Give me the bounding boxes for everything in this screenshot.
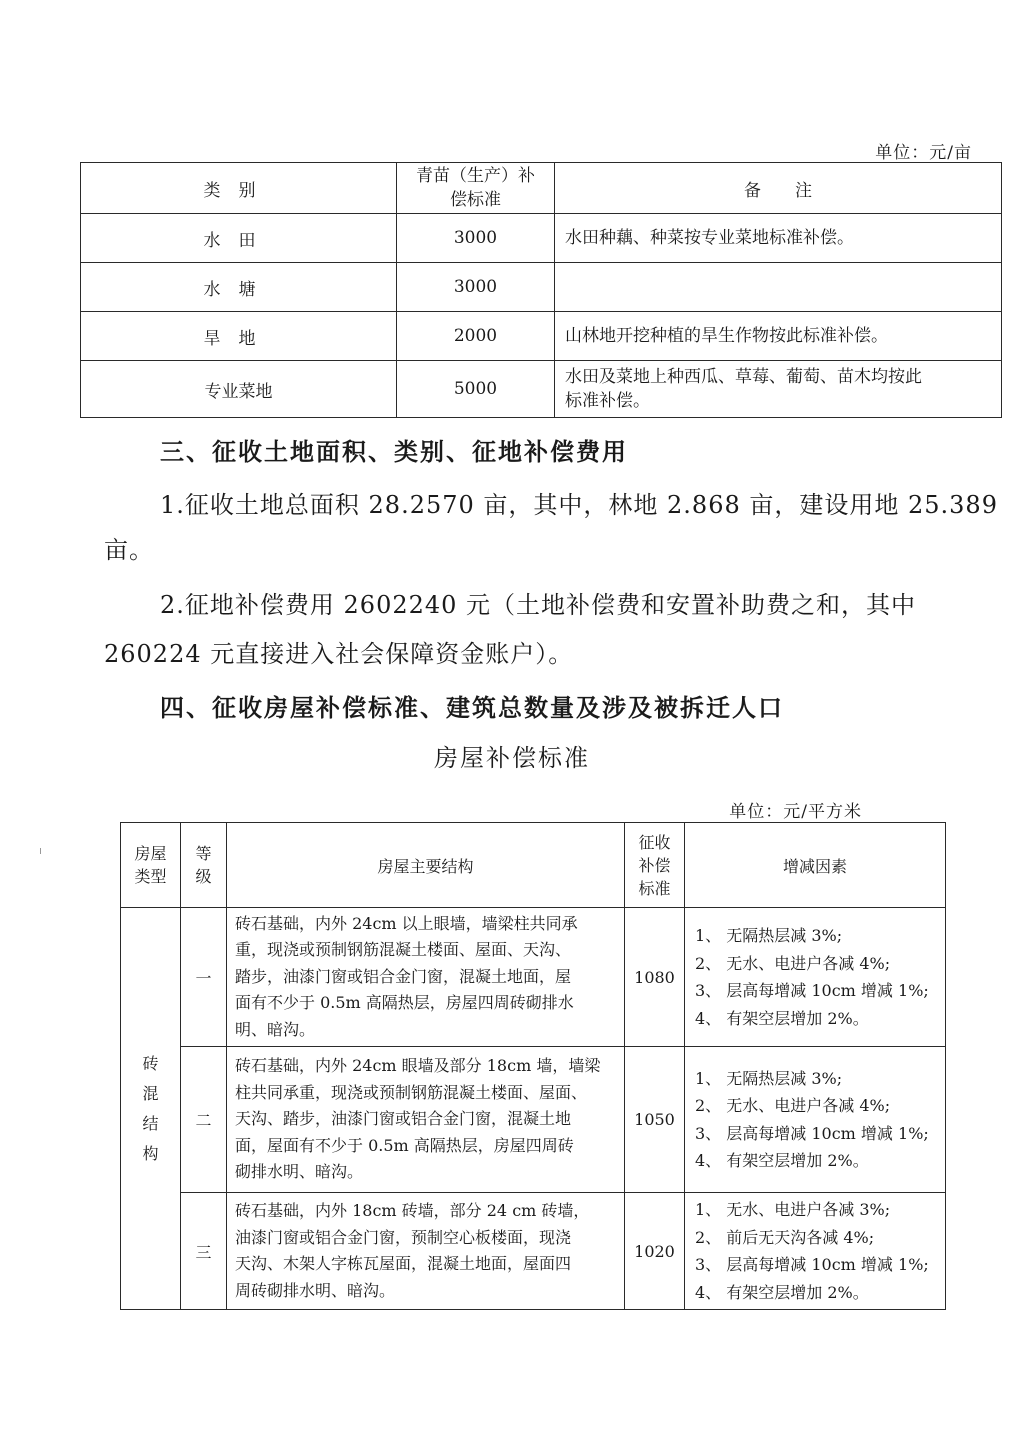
table-row (81, 312, 1002, 361)
row-standard: 3000 (397, 214, 555, 263)
table-row (81, 361, 1002, 418)
row-standard: 2000 (397, 312, 555, 361)
header-category: 类别 (81, 163, 397, 214)
section3-heading: 三、征收土地面积、类别、征地补偿费用 (160, 437, 628, 466)
structure-cell: 砖石基础，内外 24cm 眼墙及部分 18cm 墙，墙梁 柱共同承重，现浇或预制钢筋混凝土楼面、屋面、 天沟、踏步，油漆门窗或铝合金门窗，混凝土地 面，屋面有不少于 0.5m 高隔热层，房屋四周砖 砌排水明、暗沟。 (227, 1047, 625, 1193)
standard-cell: 1080 (625, 908, 685, 1047)
table-row (121, 908, 946, 1047)
header-structure: 房屋主要结构 (227, 823, 625, 908)
table-row (81, 214, 1002, 263)
row-category: 旱地 (81, 312, 397, 361)
factors-cell: 1、 无隔热层减 3%; 2、 无水、电进户各减 4%; 3、 层高每增减 10cm 增减 1%; 4、 有架空层增加 2%。 (685, 908, 946, 1047)
grade-cell: 三 (181, 1193, 227, 1310)
paragraph-2-line2: 260224 元直接进入社会保障资金账户）。 (104, 640, 574, 668)
factors-cell: 1、 无隔热层减 3%; 2、 无水、电进户各减 4%; 3、 层高每增减 10cm 增减 1%; 4、 有架空层增加 2%。 (685, 1047, 946, 1193)
header-factors: 增减因素 (685, 823, 946, 908)
paragraph-2-line1: 2.征地补偿费用 2602240 元（土地补偿费和安置补助费之和，其中 (160, 591, 917, 619)
header-standard: 青苗（生产）补 偿标准 (397, 163, 555, 214)
house-compensation-table (120, 822, 946, 1310)
margin-mark (40, 848, 41, 854)
house-type-cell: 砖 混 结 构 (121, 908, 181, 1310)
table-row (121, 1047, 946, 1193)
grade-cell: 二 (181, 1047, 227, 1193)
row-note: 水田种藕、种菜按专业菜地标准补偿。 (555, 214, 1002, 263)
row-note (555, 263, 1002, 312)
table2-title: 房屋补偿标准 (434, 744, 590, 772)
row-note: 山林地开挖种植的旱生作物按此标准补偿。 (555, 312, 1002, 361)
seedling-compensation-table (80, 162, 1002, 418)
table-header-row (81, 163, 1002, 214)
standard-cell: 1020 (625, 1193, 685, 1310)
section4-heading: 四、征收房屋补偿标准、建筑总数量及涉及被拆迁人口 (160, 693, 784, 722)
row-standard: 3000 (397, 263, 555, 312)
table-row (121, 1193, 946, 1310)
grade-cell: 一 (181, 908, 227, 1047)
header-house-type: 房屋 类型 (121, 823, 181, 908)
table2-unit: 单位：元/平方米 (729, 802, 862, 822)
row-standard: 5000 (397, 361, 555, 418)
header-standard: 征收 补偿 标准 (625, 823, 685, 908)
header-grade: 等 级 (181, 823, 227, 908)
row-category: 水塘 (81, 263, 397, 312)
table-row (81, 263, 1002, 312)
table1-unit: 单位：元/亩 (875, 143, 972, 163)
row-note: 水田及菜地上种西瓜、草莓、葡萄、苗木均按此 标准补偿。 (555, 361, 1002, 418)
standard-cell: 1050 (625, 1047, 685, 1193)
table-header-row (121, 823, 946, 908)
structure-cell: 砖石基础，内外 18cm 砖墙，部分 24 cm 砖墙， 油漆门窗或铝合金门窗，预制空心板楼面，现浇 天沟、木架人字栋瓦屋面，混凝土地面，屋面四 周砖砌排水明、暗沟。 (227, 1193, 625, 1310)
structure-cell: 砖石基础，内外 24cm 以上眼墙，墙梁柱共同承 重，现浇或预制钢筋混凝土楼面、屋面、天沟、 踏步，油漆门窗或铝合金门窗，混凝土地面，屋 面有不少于 0.5m 高隔热层，房屋四周砖砌排水 明、暗沟。 (227, 908, 625, 1047)
paragraph-1-line1: 1.征收土地总面积 28.2570 亩，其中，林地 2.868 亩，建设用地 25.389 (160, 491, 998, 519)
header-note: 备 注 (555, 163, 1002, 214)
paragraph-1-line2: 亩。 (104, 536, 154, 564)
factors-cell: 1、 无水、电进户各减 3%; 2、 前后无天沟各减 4%; 3、 层高每增减 10cm 增减 1%; 4、 有架空层增加 2%。 (685, 1193, 946, 1310)
row-category: 水田 (81, 214, 397, 263)
row-category: 专业菜地 (81, 361, 397, 418)
